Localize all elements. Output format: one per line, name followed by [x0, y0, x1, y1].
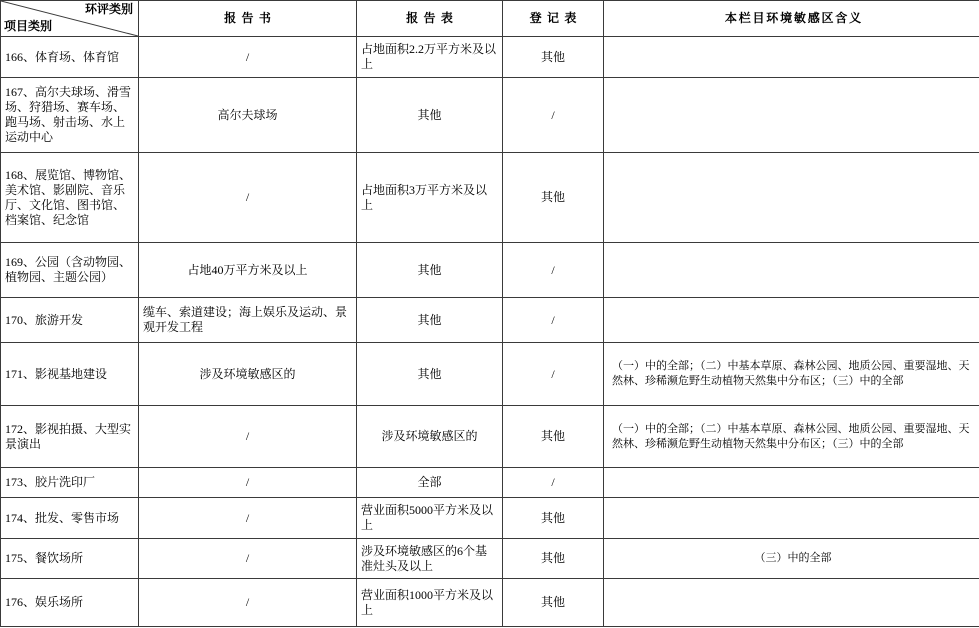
cell-reg: 其他	[503, 37, 604, 78]
cell-reg: 其他	[503, 406, 604, 468]
cell-book: /	[139, 498, 357, 539]
cell-book: 缆车、索道建设；海上娱乐及运动、景观开发工程	[139, 298, 357, 343]
cell-form: 营业面积1000平方米及以上	[357, 579, 503, 627]
cell-book: /	[139, 579, 357, 627]
corner-label-project-category: 项目类别	[4, 19, 53, 33]
table-row	[1, 343, 979, 406]
cell-project: 169、公园（含动物园、植物园、主题公园）	[1, 243, 139, 298]
cell-reg: 其他	[503, 153, 604, 243]
cell-book: 占地40万平方米及以上	[139, 243, 357, 298]
cell-project: 167、高尔夫球场、滑雪场、狩猎场、赛车场、跑马场、射击场、水上运动中心	[1, 78, 139, 153]
table-row	[1, 579, 979, 627]
cell-form: 其他	[357, 243, 503, 298]
cell-form: 其他	[357, 298, 503, 343]
cell-meaning: （三）中的全部	[604, 539, 979, 579]
table-row	[1, 406, 979, 468]
cell-book: /	[139, 37, 357, 78]
table-header	[1, 1, 979, 37]
column-header-sensitive-area-meaning: 本栏目环境敏感区含义	[604, 1, 979, 37]
cell-meaning	[604, 298, 979, 343]
table-row	[1, 539, 979, 579]
table-row	[1, 468, 979, 498]
table-row	[1, 37, 979, 78]
column-header-registration-form: 登记表	[503, 1, 604, 37]
cell-form: 占地面积3万平方米及以上	[357, 153, 503, 243]
table-row	[1, 298, 979, 343]
cell-project: 166、体育场、体育馆	[1, 37, 139, 78]
cell-reg: 其他	[503, 579, 604, 627]
header-row	[1, 1, 979, 37]
cell-meaning	[604, 579, 979, 627]
cell-book: /	[139, 406, 357, 468]
cell-project: 174、批发、零售市场	[1, 498, 139, 539]
table-row	[1, 243, 979, 298]
cell-meaning: （一）中的全部；（二）中基本草原、森林公园、地质公园、重要湿地、天然林、珍稀濒危野生动植物天然集中分布区；（三）中的全部	[604, 406, 979, 468]
cell-meaning	[604, 37, 979, 78]
cell-project: 170、旅游开发	[1, 298, 139, 343]
cell-book: /	[139, 539, 357, 579]
table-row	[1, 78, 979, 153]
cell-form: 其他	[357, 78, 503, 153]
cell-form: 其他	[357, 343, 503, 406]
cell-meaning	[604, 468, 979, 498]
cell-book: 高尔夫球场	[139, 78, 357, 153]
cell-form: 占地面积2.2万平方米及以上	[357, 37, 503, 78]
cell-meaning	[604, 78, 979, 153]
cell-project: 176、娱乐场所	[1, 579, 139, 627]
cell-form: 涉及环境敏感区的6个基准灶头及以上	[357, 539, 503, 579]
column-header-report-book: 报告书	[139, 1, 357, 37]
cell-form: 营业面积5000平方米及以上	[357, 498, 503, 539]
column-header-report-form: 报告表	[357, 1, 503, 37]
table-body	[1, 37, 979, 627]
cell-project: 175、餐饮场所	[1, 539, 139, 579]
cell-book: /	[139, 468, 357, 498]
cell-book: /	[139, 153, 357, 243]
corner-header-cell	[1, 1, 139, 37]
table-row	[1, 153, 979, 243]
cell-reg: /	[503, 468, 604, 498]
cell-book: 涉及环境敏感区的	[139, 343, 357, 406]
cell-meaning: （一）中的全部；（二）中基本草原、森林公园、地质公园、重要湿地、天然林、珍稀濒危野生动植物天然集中分布区；（三）中的全部	[604, 343, 979, 406]
cell-reg: /	[503, 78, 604, 153]
cell-meaning	[604, 243, 979, 298]
corner-label-assessment-category: 环评类别	[84, 2, 133, 16]
table-row	[1, 498, 979, 539]
cell-reg: 其他	[503, 539, 604, 579]
cell-reg: /	[503, 343, 604, 406]
cell-project: 173、胶片洗印厂	[1, 468, 139, 498]
cell-project: 171、影视基地建设	[1, 343, 139, 406]
cell-reg: 其他	[503, 498, 604, 539]
cell-form: 全部	[357, 468, 503, 498]
cell-project: 168、展览馆、博物馆、美术馆、影剧院、音乐厅、文化馆、图书馆、档案馆、纪念馆	[1, 153, 139, 243]
cell-meaning	[604, 498, 979, 539]
cell-reg: /	[503, 298, 604, 343]
cell-reg: /	[503, 243, 604, 298]
cell-project: 172、影视拍摄、大型实景演出	[1, 406, 139, 468]
cell-meaning	[604, 153, 979, 243]
cell-form: 涉及环境敏感区的	[357, 406, 503, 468]
